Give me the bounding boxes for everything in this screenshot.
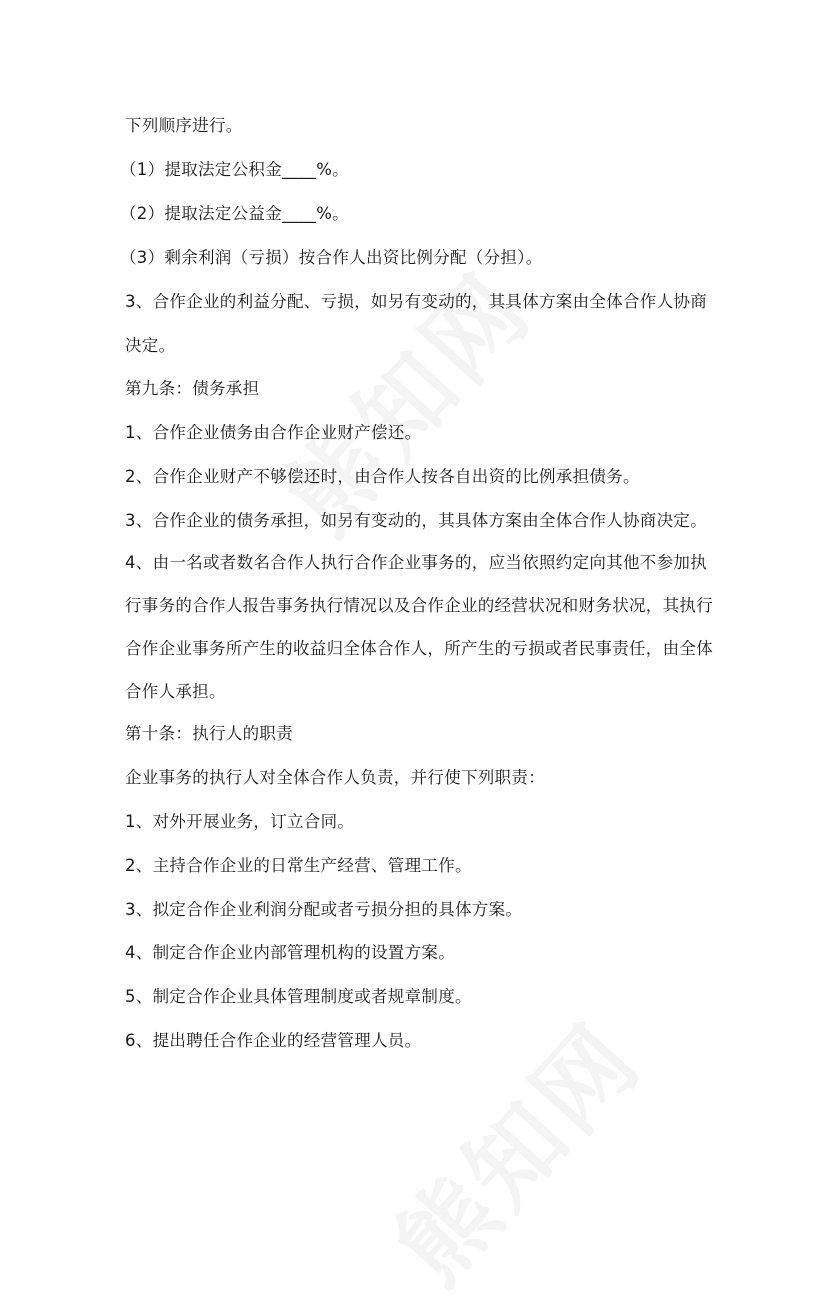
paragraph-line: 4、由一名或者数名合作人执行合作企业事务的，应当依照约定向其他不参加执 bbox=[125, 553, 707, 572]
paragraph-line: 2、合作企业财产不够偿还时，由合作人按各自出资的比例承担债务。 bbox=[125, 467, 640, 486]
list-item: 3、拟定合作企业利润分配或者亏损分担的具体方案。 bbox=[125, 900, 523, 919]
list-item: 5、制定合作企业具体管理制度或者规章制度。 bbox=[125, 987, 472, 1006]
paragraph-line: 行事务的合作人报告事务执行情况以及合作企业的经营状况和财务状况，其执行 bbox=[125, 596, 713, 615]
list-item: 2、主持合作企业的日常生产经营、管理工作。 bbox=[125, 856, 472, 875]
section-heading: 第十条：执行人的职责 bbox=[125, 724, 293, 743]
paragraph-line: 合作企业事务所产生的收益归全体合作人，所产生的亏损或者民事责任，由全体 bbox=[125, 639, 713, 658]
paragraph-line: 合作人承担。 bbox=[125, 682, 226, 701]
paragraph-line: 3、合作企业的利益分配、亏损，如另有变动的，其具体方案由全体合作人协商 bbox=[125, 292, 707, 311]
list-item: 4、制定合作企业内部管理机构的设置方案。 bbox=[125, 943, 455, 962]
section-heading: 第九条：债务承担 bbox=[125, 379, 260, 398]
list-item: 6、提出聘任合作企业的经营管理人员。 bbox=[125, 1031, 422, 1050]
list-item: 1、对外开展业务，订立合同。 bbox=[125, 812, 355, 831]
paragraph-line: 企业事务的执行人对全体合作人负责，并行使下列职责： bbox=[125, 768, 545, 787]
list-item: （3）剩余利润（亏损）按合作人出资比例分配（分担）。 bbox=[120, 248, 543, 267]
list-item: （2）提取法定公益金____%。 bbox=[120, 204, 349, 223]
paragraph-line: 3、合作企业的债务承担，如另有变动的，其具体方案由全体合作人协商决定。 bbox=[125, 511, 707, 530]
list-item: （1）提取法定公积金____%。 bbox=[120, 160, 349, 179]
paragraph-line: 1、合作企业债务由合作企业财产偿还。 bbox=[125, 423, 422, 442]
paragraph-line: 决定。 bbox=[125, 336, 176, 355]
paragraph-line: 下列顺序进行。 bbox=[125, 116, 243, 135]
